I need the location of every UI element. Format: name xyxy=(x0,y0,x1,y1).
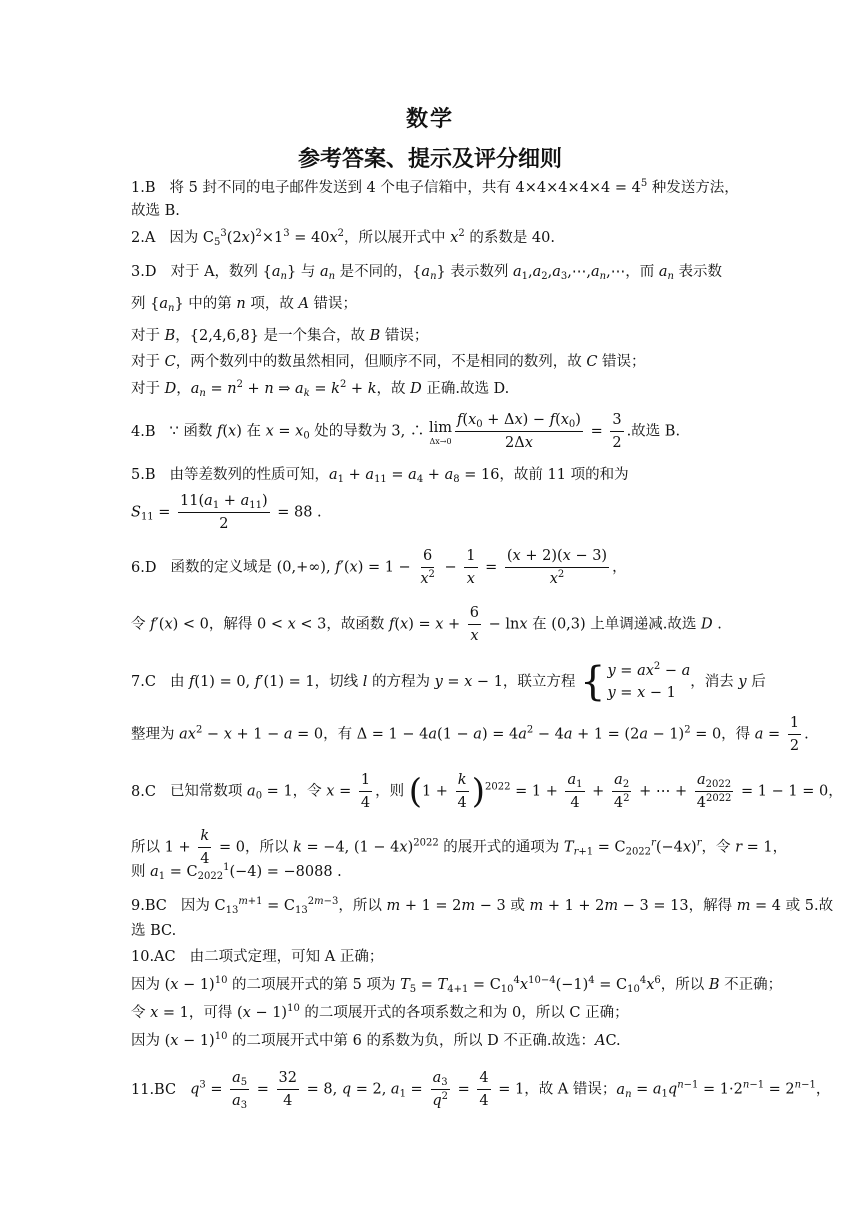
answer-3-line2: 列 $\{a_n\}$ 中的第 n 项，故 A 错误； xyxy=(131,296,358,314)
answer-7-line1: 7.C 由 f(1) = 0, f′(1) = 1，切线 l 的方程为 y = x − 1，联立方程 { $y = ax^2 - a$ y = x − 1 ，消去 y 后 xyxy=(131,659,766,705)
page-title: 数学 xyxy=(405,107,454,132)
answer-2: 2.A 因为 $C_5^3(2x)^2\times 1^3 = 40x^2$，所以展开式中 $x^2$ 的系数是 40. xyxy=(131,228,555,248)
answer-9-line2: 选 BC. xyxy=(131,923,177,939)
answer-5-line1: 5.B 由等差数列的性质可知，$a_1 + a_{11} = a_4 + a_8 = 16$，故前 11 项的和为 xyxy=(131,467,629,485)
answer-10-line2: 因为 $(x - 1)^{10}$ 的二项展开式的第 5 项为 $T_5 = T_{4+1} = C_{10}^4x^{10-4}(-1)^4 = C_{10}^4x^6$，所以 B 不正确； xyxy=(131,975,783,995)
answer-9-line1: 9.BC 因为 $C_{13}^{m+1} = C_{13}^{2m-3}$，所以 m + 1 = 2m − 3 或 m + 1 + 2m − 3 = 13，解得 m = 4 或 5.故 xyxy=(131,896,834,916)
answer-7-line2: 整理为 $ax^2 - x + 1 - a = 0$，有 $\Delta = 1 - 4a(1 - a) = 4a^2 - 4a + 1 = (2a - 1)^2 = 0$，得 a = $\frac{1}{2}$ . xyxy=(131,715,809,754)
answer-3-line1: 3.D 对于 A，数列 $\{a_n\}$ 与 $a_n$ 是不同的，$\{a_n\}$ 表示数列 $a_1,a_2,a_3,\cdots,a_n,\cdots$，而 $a_n$ 表示数 xyxy=(131,264,723,282)
answer-4: 4.B ∵ 函数 f(x) 在 $x = x_0$ 处的导数为 3, ∴ lim Δx→0 $\frac{f(x_0 + \Delta x) - f(x_0)}{2\Delta x}$ = $\frac{3}{2}$ .故选 B. xyxy=(131,412,681,451)
answer-5-line2: $S_{11}$ = $\frac{11(a_1 + a_{11})}{2}$ = 88 . xyxy=(131,493,322,532)
answer-3-line5: 对于 D，$a_n = n^2 + n$ ⇒ $a_k = k^2 + k$，故 D 正确.故选 D. xyxy=(131,379,510,399)
answer-1-line1: 1.B 将 5 封不同的电子邮件发送到 4 个电子信箱中，共有 $4\times 4\times 4\times 4\times 4 = 4^5$ 种发送方法， xyxy=(131,178,739,196)
answer-10-line1: 10.AC 由二项式定理，可知 A 正确； xyxy=(131,949,384,965)
answer-3-line4: 对于 C，两个数列中的数虽然相同，但顺序不同，不是相同的数列，故 C 错误； xyxy=(131,354,646,370)
answer-10-line4: 因为 $(x - 1)^{10}$ 的二项展开式中第 6 的系数为负，所以 D 不正确.故选：AC. xyxy=(131,1031,621,1049)
answer-8-line2: 所以 1 + $\frac{k}{4}$ = 0，所以 k = −4, $(1 - 4x)^{2022}$ 的展开式的通项为 $T_{r+1} = C_{2022}^r(-4x)^r$，令 r = 1， xyxy=(131,828,788,867)
answer-11: 11.BC $q^3$ = $\frac{a_5}{a_3}$ = $\frac{32}{4}$ = 8, q = 2, $a_1$ = $\frac{a_3}{q^2}$ = $\frac{4}{4}$ = 1，故 A 错误；$a_n = a_1q^{n-1} = 1\cdot 2^{n-1} = 2^{n-1}$， xyxy=(131,1070,831,1111)
answer-8-line3: 则 $a_1 = C_{2022}^1(-4) = -8088$ . xyxy=(131,862,342,882)
answer-10-line3: 令 x = 1，可得 $(x - 1)^{10}$ 的二项展开式的各项系数之和为 0，所以 C 正确； xyxy=(131,1003,629,1021)
page-subtitle: 参考答案、提示及评分细则 xyxy=(297,147,562,172)
answer-1-line2: 故选 B. xyxy=(131,203,180,219)
answer-3-line3: 对于 B，{2,4,6,8} 是一个集合，故 B 错误； xyxy=(131,328,429,344)
answer-6-line1: 6.D 函数的定义域是 (0,+∞), f′(x) = 1 − $\frac{6}{x^2}$ − $\frac{1}{x}$ = $\frac{(x + 2)(x - 3)}{x^2}$ ， xyxy=(131,548,627,587)
answer-8-line1: 8.C 已知常数项 $a_0 = 1$，令 x = $\frac{1}{4}$ ，则 (1 + $\frac{k}{4}$ )$^{2022}$ = 1 + $\frac{a_1}{4}$ + $\frac{a_2}{4^2}$ + ⋯ + $\frac{a_{2022}}{4^{2022}}$ = 1 − 1 = 0， xyxy=(131,771,843,812)
answer-6-line2: 令 f′(x) < 0，解得 0 < x < 3，故函数 f(x) = x + $\frac{6}{x}$ − lnx 在 (0,3) 上单调递减.故选 D . xyxy=(131,605,722,644)
